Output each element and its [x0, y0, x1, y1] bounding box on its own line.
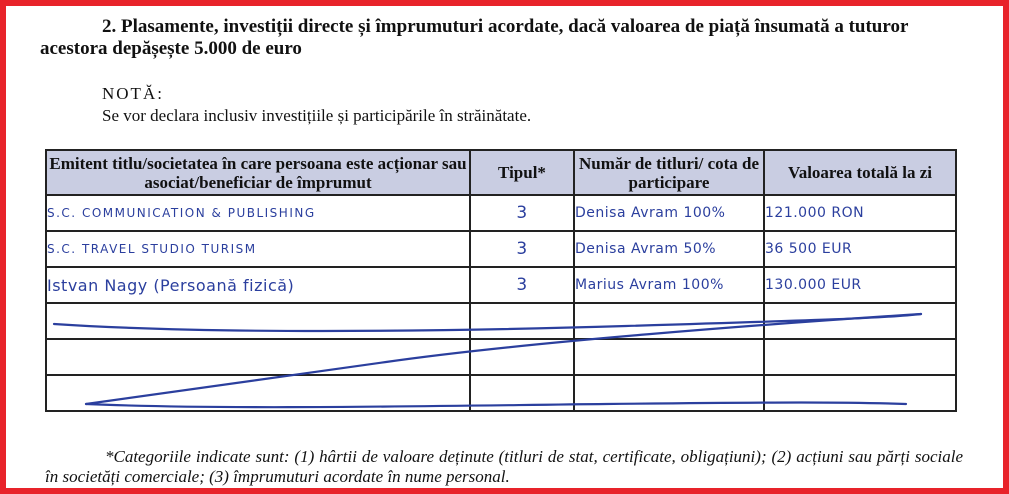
note-text: Se vor declara inclusiv investițiile și participările în străinătate.: [102, 106, 532, 125]
cell-share: Marius Avram 100%: [574, 267, 764, 303]
section-title-line2: acestora depășește 5.000 de euro: [40, 38, 302, 59]
cell-issuer: S.C. TRAVEL STUDIO TURISM: [46, 231, 470, 267]
header-type: Tipul*: [470, 150, 574, 195]
section-title-line1: 2. Plasamente, investiții directe și împrumuturi acordate, dacă valoarea de piață însumată a tuturor: [102, 16, 909, 37]
cell-type: 3: [470, 195, 574, 231]
cell-value: 121.000 RON: [764, 195, 956, 231]
table-header-row: [46, 150, 956, 195]
cell-issuer: Istvan Nagy (Persoană fizică): [46, 267, 470, 303]
footnote: *Categoriile indicate sunt: (1) hârtii de valoare deținute (titluri de stat, certificate, obligațiuni); (2) acțiuni sau părți sociale în societăți comerciale; (3) împrumuturi acordate în nume personal.: [45, 447, 963, 486]
cell-value: 36 500 EUR: [764, 231, 956, 267]
cell-share: Denisa Avram 100%: [574, 195, 764, 231]
header-share: Număr de titluri/ cota de participare: [574, 150, 764, 195]
investments-table: [45, 149, 957, 412]
header-value: Valoarea totală la zi: [764, 150, 956, 195]
cell-value: 130.000 EUR: [764, 267, 956, 303]
table-row: [46, 231, 956, 267]
table-row-empty: [46, 375, 956, 411]
cell-share: Denisa Avram 50%: [574, 231, 764, 267]
table-row: [46, 195, 956, 231]
header-issuer: Emitent titlu/societatea în care persoana este acționar sau asociat/beneficiar de împrumut: [46, 150, 470, 195]
cell-type: 3: [470, 267, 574, 303]
cell-type: 3: [470, 231, 574, 267]
cell-issuer: S.C. COMMUNICATION & PUBLISHING: [46, 195, 470, 231]
section-heading: [40, 16, 980, 60]
table-row-empty: [46, 339, 956, 375]
table-row: [46, 267, 956, 303]
table-row-empty: [46, 303, 956, 339]
note-label: NOTĂ:: [102, 84, 164, 103]
